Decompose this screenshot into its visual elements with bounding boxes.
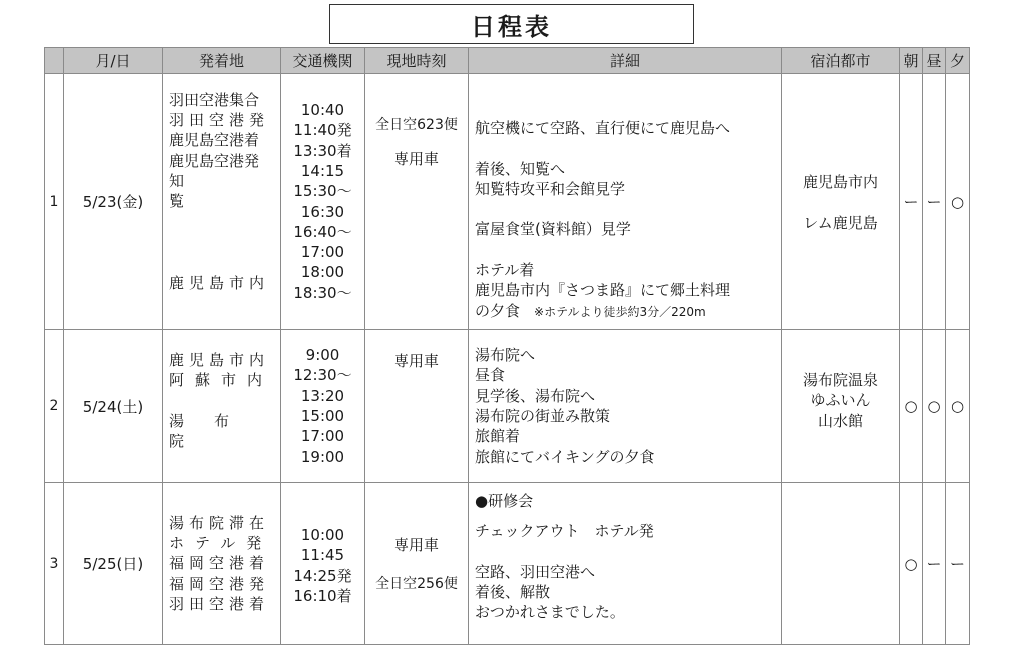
place-line: 羽田空港着 [169, 594, 270, 613]
time-entry: 13:20 [300, 386, 345, 405]
detail-line: 空路、羽田空港へ [475, 562, 596, 581]
detail-line: 湯布院へ [475, 346, 536, 365]
day-date: 5/23(金) [64, 74, 163, 330]
detail-line: 見学後、湯布院へ [475, 386, 596, 405]
table-row-day-1 [45, 74, 970, 330]
header-local-time: 現地時刻 [365, 48, 469, 74]
time-entry: 10:40 [300, 101, 345, 120]
breakfast-mark: ○ [900, 330, 923, 483]
details-cell [469, 483, 782, 645]
header-details: 詳細 [469, 48, 782, 74]
time-entry: 19:00 [300, 447, 345, 466]
schedule-title: 日程表 [329, 4, 694, 44]
stay-line: 山水館 [817, 411, 863, 430]
header-lunch: 昼 [923, 48, 946, 74]
place-line: 阿蘇市内 [169, 371, 274, 390]
time-entry: 17:00 [300, 427, 345, 446]
stay-line: レム鹿児島 [803, 213, 878, 232]
place-line: 福岡空港着 [169, 554, 270, 573]
place-line: 鹿児島空港着 [169, 131, 260, 150]
detail-line: ホテル着 [475, 261, 535, 280]
table-row-day-3 [45, 483, 970, 645]
detail-line: 旅館着 [475, 427, 521, 446]
header-place: 発着地 [163, 48, 281, 74]
breakfast-mark: ○ [900, 483, 923, 645]
header-no [45, 48, 64, 74]
detail-line: チェックアウト ホテル発 [475, 522, 654, 541]
breakfast-mark: ー [900, 74, 923, 330]
stay-line: 湯布院温泉 [802, 371, 878, 389]
time-entry: 18:30～ [293, 283, 352, 302]
schedule-table [44, 47, 970, 645]
local-times [281, 330, 365, 483]
dinner-mark: ー [946, 483, 970, 645]
detail-line: 鹿児島市内『さつま路』にて郷土料理 [475, 281, 731, 300]
local-times [281, 74, 365, 330]
header-row [45, 48, 970, 74]
detail-line: 富屋食堂(資料館）見学 [475, 220, 631, 239]
day-date: 5/25(日) [64, 483, 163, 645]
table-row-day-2 [45, 330, 970, 483]
stay-cell [782, 483, 900, 645]
departure-places [163, 483, 281, 645]
place-line: 鹿児島市内 [169, 351, 270, 369]
time-entry: 11:45 [300, 546, 345, 565]
lunch-mark: ー [923, 483, 946, 645]
time-entry: 15:30～ [293, 182, 352, 201]
departure-places [163, 74, 281, 330]
time-entry: 12:30～ [293, 366, 352, 385]
time-entry: 16:30 [300, 202, 345, 221]
header-transport: 交通機関 [281, 48, 365, 74]
stay-cell [782, 330, 900, 483]
place-line: 羽田空港集合 [169, 90, 260, 109]
stay-cell [782, 74, 900, 330]
details-cell [469, 74, 782, 330]
time-entry: 10:00 [300, 526, 345, 544]
detail-line: 知覧特攻平和会館見学 [475, 179, 626, 198]
transport-entry: 専用車 [393, 352, 439, 370]
place-line: 羽田空港発 [169, 111, 270, 130]
stay-line: 鹿児島市内 [802, 172, 878, 191]
detail-line: の夕食 ※ホテルより徒歩約3分／220m [475, 301, 706, 320]
time-entry: 16:10着 [293, 586, 352, 605]
detail-note: ※ホテルより徒歩約3分／220m [534, 304, 706, 319]
place-line: 鹿児島市内 [169, 273, 270, 292]
detail-line: 着後、知覧へ [475, 159, 566, 178]
day-date: 5/24(土) [64, 330, 163, 483]
detail-line: 着後、解散 [475, 583, 551, 602]
header-breakfast: 朝 [900, 48, 923, 74]
day-number: 1 [45, 74, 64, 330]
time-entry: 17:00 [300, 243, 345, 262]
transport-entry: 専用車 [393, 150, 439, 168]
lunch-mark: ○ [923, 330, 946, 483]
detail-line: ●研修会 [475, 492, 534, 510]
local-times [281, 483, 365, 645]
header-dinner: 夕 [946, 48, 970, 74]
detail-line: 昼食 [475, 366, 506, 385]
dinner-mark: ○ [946, 330, 970, 483]
place-line: 湯布院 [169, 411, 260, 451]
time-entry: 16:40～ [293, 222, 352, 241]
departure-places [163, 330, 281, 483]
stay-line: ゆふいん [810, 391, 871, 410]
transport-entry: 全日空256便 [375, 576, 458, 592]
transport-cell [365, 330, 469, 483]
transport-entry: 全日空623便 [375, 117, 458, 133]
time-entry: 11:40発 [293, 121, 352, 140]
place-line: 福岡空港発 [169, 574, 270, 593]
lunch-mark: ー [923, 74, 946, 330]
detail-line: 航空機にて空路、直行便にて鹿児島へ [475, 119, 731, 137]
detail-line: 湯布院の街並み散策 [475, 407, 611, 425]
time-entry: 9:00 [305, 346, 340, 365]
header-stay: 宿泊都市 [782, 48, 900, 74]
place-line: 知覧 [169, 172, 257, 211]
place-line: 鹿児島空港発 [169, 151, 260, 170]
detail-line: おつかれさまでした。 [475, 603, 625, 622]
time-entry: 15:00 [300, 407, 345, 425]
place-line: 湯布院滞在 [169, 513, 270, 532]
detail-line: 旅館にてバイキングの夕食 [475, 447, 655, 466]
transport-cell [365, 483, 469, 645]
time-entry: 14:15 [300, 161, 345, 180]
transport-entry: 専用車 [393, 536, 439, 554]
header-date: 月/日 [64, 48, 163, 74]
transport-cell [365, 74, 469, 330]
time-entry: 13:30着 [293, 141, 352, 160]
details-cell [469, 330, 782, 483]
day-number: 3 [45, 483, 64, 645]
dinner-mark: ○ [946, 74, 970, 330]
place-line: ホテル発 [169, 534, 273, 553]
time-entry: 14:25発 [293, 566, 352, 585]
day-number: 2 [45, 330, 64, 483]
time-entry: 18:00 [300, 263, 345, 282]
